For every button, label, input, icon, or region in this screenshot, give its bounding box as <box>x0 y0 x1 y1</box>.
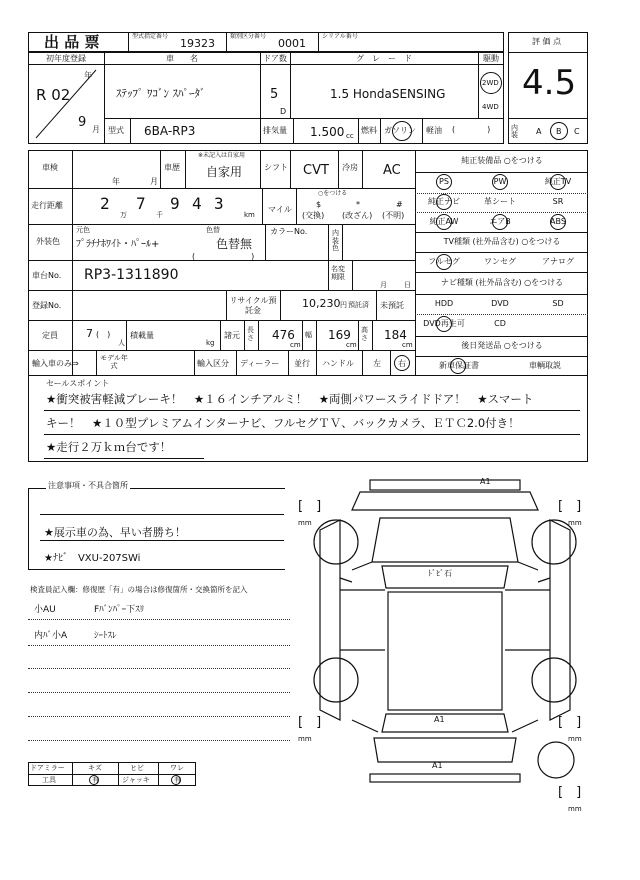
model-value: 6BA-RP3 <box>144 124 196 138</box>
equip-title: 純正装備品 ○をつける <box>461 156 543 165</box>
doors-label: ドア数 <box>263 54 287 63</box>
damage-a1-mid: A1 <box>434 715 445 724</box>
class-number-label: 類別区分番号 <box>230 33 267 40</box>
first-reg-month: 9 <box>78 115 87 130</box>
interior-color-label: 内装色 <box>332 229 339 253</box>
shift-label: シフト <box>264 163 288 172</box>
fuel-gasoline: ガソリン <box>384 126 416 135</box>
history-label: 車歴 <box>164 163 180 172</box>
car-name: ｽﾃｯﾌﾟ ﾜｺﾞﾝ ｽﾊﾟｰﾀﾞ <box>116 87 206 100</box>
class-number: 0001 <box>278 37 306 50</box>
dims-label: 諸元 <box>224 331 240 340</box>
drive-label: 駆動 <box>483 54 499 63</box>
width-value: 169 <box>328 328 351 342</box>
name-change-label: 名変期限 <box>331 265 345 282</box>
inspector-note-1b: Fﾊﾞﾝﾊﾟｰ下ｽﾘ <box>94 605 145 615</box>
score-value: 4.5 <box>522 63 577 103</box>
mileage-label: 走行距離 <box>31 201 63 210</box>
capacity-label: 定員 <box>42 331 58 340</box>
drive-circle <box>480 72 502 94</box>
fuel-circle <box>392 121 412 141</box>
car-damage-diagram <box>290 470 600 810</box>
height-value: 184 <box>384 328 407 342</box>
displacement-value: 1.500 <box>310 125 345 139</box>
model-label: 型式 <box>108 126 124 135</box>
notes-label: 注意事項・不具合箇所 <box>48 481 128 490</box>
cooler-label: 冷房 <box>342 163 358 172</box>
car-name-label: 車 名 <box>166 54 198 63</box>
serial-number-label: シリアル番号 <box>322 33 358 40</box>
handle-circle <box>394 355 410 371</box>
damage-a1-top: A1 <box>480 477 491 486</box>
mile-label: マイル <box>268 205 292 214</box>
shift-value: CVT <box>303 163 329 178</box>
color-number-label: カラーNo. <box>270 227 308 236</box>
repaint-value: 色替無 <box>216 237 253 251</box>
registration-label: 登録No. <box>32 301 62 310</box>
score-label: 評 価 点 <box>532 37 562 46</box>
grade-label: グ レ ー ド <box>356 54 412 63</box>
type-number: 19323 <box>180 37 215 50</box>
load-label: 積載量 <box>130 331 154 340</box>
length-value: 476 <box>272 328 295 342</box>
displacement-label: 排気量 <box>263 126 287 135</box>
interior-grade-circle <box>550 122 568 140</box>
first-reg-era: R 02 <box>36 86 71 104</box>
inspector-note-1a: 小AU <box>34 605 56 615</box>
notes-line-1: ★展示車の為、早い者勝ち！ <box>44 526 186 539</box>
capacity-value: 7 <box>86 327 93 340</box>
doors-value: 5 <box>270 87 279 102</box>
interior-label: 内装 <box>511 124 518 139</box>
import-type-label: 輸入区分 <box>197 359 229 368</box>
fuel-label: 燃料 <box>361 126 377 135</box>
chassis-label: 車台No. <box>32 271 62 280</box>
type-number-label: 型式指定番号 <box>132 33 169 40</box>
recycle-label: リサイクル預託金 <box>229 296 277 315</box>
history-value: 自家用 <box>206 165 243 179</box>
exterior-color: ﾌﾟﾗﾁﾅﾎﾜｲﾄ・ﾊﾟｰﾙ+ <box>76 239 160 250</box>
import-label: 輸入車のみ⇒ <box>32 359 79 368</box>
recycle-value: 10,230 <box>302 297 341 310</box>
page-title: 出 品 票 <box>44 33 100 51</box>
inspector-label: 検査員記入欄：修復歴「有」の場合は修復箇所・交換箇所を記入 <box>30 585 248 594</box>
first-reg-label: 初年度登録 <box>46 54 86 63</box>
chassis-number: RP3-1311890 <box>84 267 179 283</box>
damage-a1-bottom: A1 <box>432 761 443 770</box>
exterior-color-label: 外装色 <box>36 237 60 246</box>
damage-roof: ﾄﾞﾋﾞ石 <box>428 569 452 578</box>
notes-line-2: ★ﾅﾋﾞ VXU-207SWi <box>44 553 141 564</box>
sales-line-2: キー！ ★１０型プレミアムインターナビ、フルセグＴＶ、バックカメラ、ＥＴＣ2.0付き！ <box>46 416 520 430</box>
fuel-diesel: 軽油 <box>426 126 442 135</box>
sales-line-3: ★走行２万ｋｍ台です！ <box>46 440 172 454</box>
sales-line-1: ★衝突被害軽減ブレーキ！ ★１６インチアルミ！ ★両側パワースライドドア！ ★スマート <box>46 392 534 406</box>
inspector-note-2a: 内ﾊﾞ小A <box>34 631 68 641</box>
shaken-label: 車検 <box>42 163 58 172</box>
sales-label: セールスポイント <box>46 379 110 388</box>
grade-value: 1.5 HondaSENSING <box>330 87 446 101</box>
cooler-value: AC <box>383 163 401 178</box>
inspector-note-2b: ｼｰﾄｽﾚ <box>94 631 117 641</box>
